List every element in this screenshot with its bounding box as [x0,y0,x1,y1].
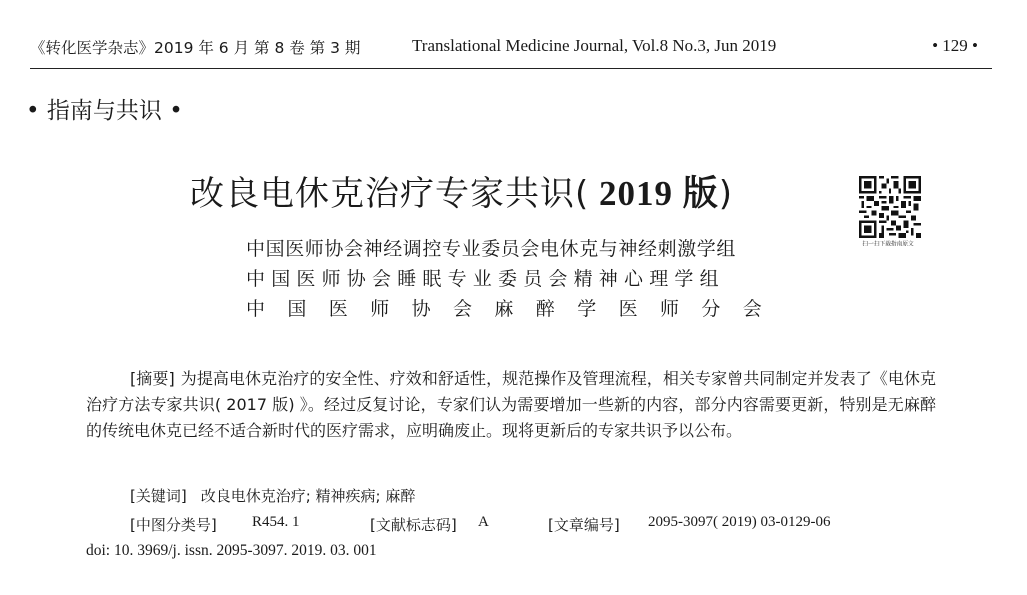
abstract [86,366,936,444]
abstract-text: 为提高电休克治疗的安全性、疗效和舒适性，规范操作及管理流程，相关专家曾共同制定并发表了《电休克治疗方法专家共识( 2017 版) 》。经过反复讨论，专家们认为需要增加一些新的内容，部分内容需要更新，特别是无麻醉的传统电休克已经不适合新时代的医疗需求，应明确废止。现将更新后的专家共识予以公布。 [86,369,936,440]
title-close: ) [718,174,734,214]
keywords [130,485,415,506]
author-groups [246,234,784,324]
clc-value: R454. 1 [252,514,300,530]
qr-code-icon[interactable] [859,176,921,238]
classification-line [130,514,930,536]
keywords-value: 改良电休克治疗; 精神疾病; 麻醉 [200,487,416,505]
article-number-value: 2095-3097( 2019) 03-0129-06 [648,514,831,530]
doi[interactable]: doi: 10. 3969/j. issn. 2095-3097. 2019. 03. 001 [86,542,377,559]
article-number-label: [文章编号] [548,516,620,534]
keywords-label: [关键词] [130,487,187,505]
document-code-value: A [478,514,489,530]
author-group: 中国医师协会麻醉学医师分会 [246,298,785,320]
title-main: 改良电休克治疗专家共识( [190,174,590,214]
clc-label: [中图分类号] [130,516,217,534]
running-header [30,36,990,66]
journal-name-en: Translational Medicine Journal, Vol.8 No.3, Jun 2019 [412,36,777,55]
section-tag: • 指南与共识 • [26,98,183,124]
journal-name-cn: 《转化医学杂志》2019 年 6 月 第 8 卷 第 3 期 [30,39,361,57]
article-title [190,166,733,216]
title-year: 2019 版 [589,174,719,213]
header-divider [30,68,992,69]
author-group: 中国医师协会睡眠专业委员会精神心理学组 [246,268,725,290]
document-code-label: [文献标志码] [370,516,457,534]
qr-caption: 扫一扫下载指南原文 [862,240,914,248]
page-number: • 129 • [932,36,978,55]
author-group: 中国医师协会神经调控专业委员会电休克与神经刺激学组 [246,238,737,260]
abstract-label: [摘要] [130,369,175,388]
